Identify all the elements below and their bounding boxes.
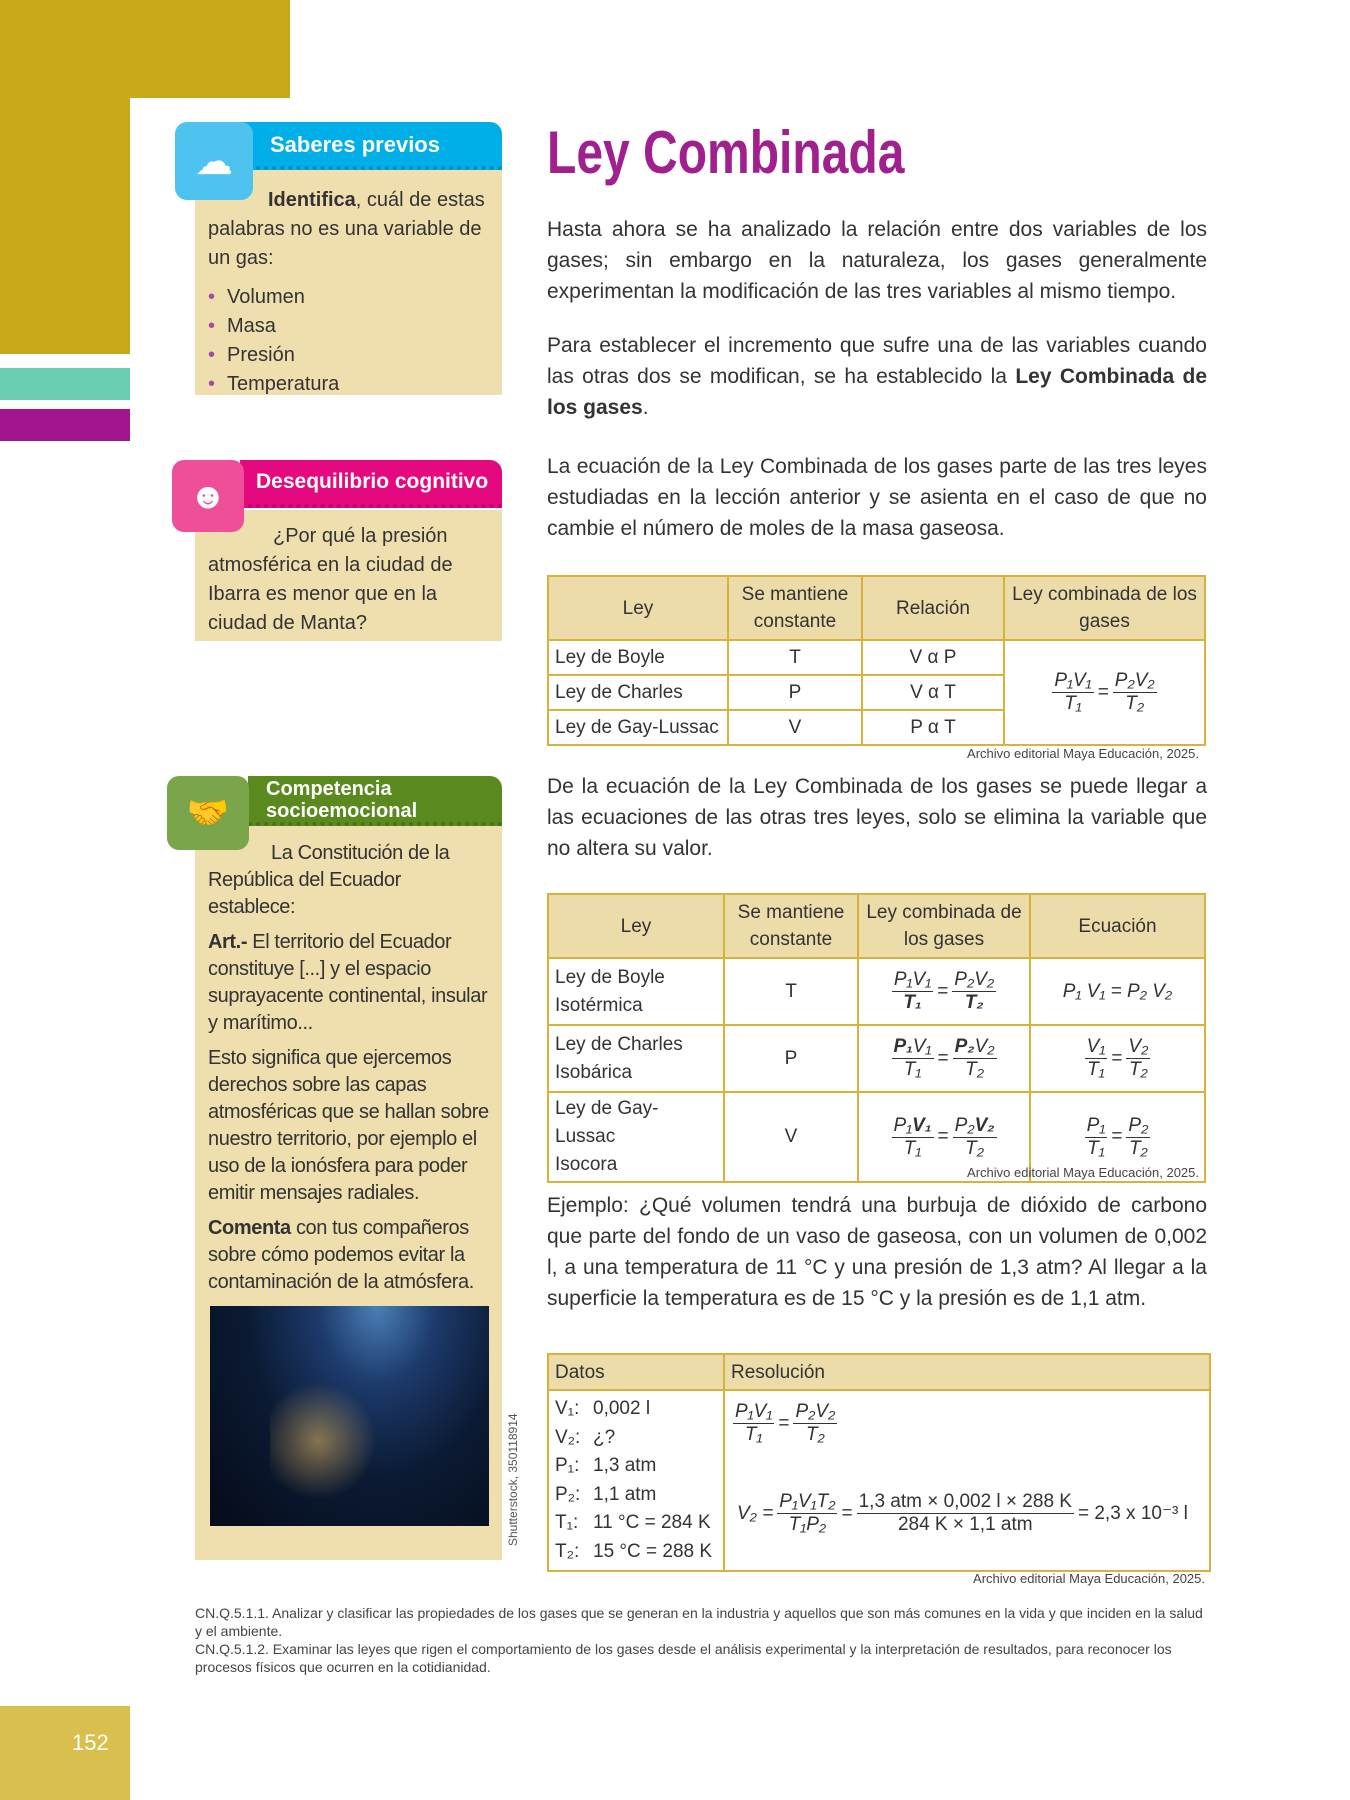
- term: P₂: [954, 1114, 975, 1136]
- combined-formula-cell: [1004, 640, 1205, 745]
- page-title: Ley Combinada: [547, 119, 905, 186]
- laws-table: [547, 575, 1206, 746]
- paragraph: De la ecuación de la Ley Combinada de los gases se puede llegar a las ecuaciones de las otras tres leyes, solo se elimina la variable que no altera su valor.: [547, 775, 1207, 860]
- result: = 2,3 x 10⁻³ l: [1077, 1503, 1188, 1524]
- cell: P: [724, 1025, 858, 1092]
- cell: Ley de Gay-Lussac: [548, 710, 728, 745]
- list-item: • Volumen: [208, 283, 490, 312]
- lead-text: , cuál de estas palabras no es una variable de un gas:: [208, 189, 485, 269]
- equals: =: [937, 1126, 949, 1147]
- header-cell: Ecuación: [1030, 894, 1205, 958]
- cell: Ley de Boyle: [548, 640, 728, 675]
- text: Para establecer el incremento que sufre una de las variables cuando las otras dos se modifican, se ha establecido la: [547, 334, 1207, 388]
- law-type: Isotérmica: [555, 994, 643, 1016]
- competencia-box: [195, 826, 502, 1560]
- cell: P: [728, 675, 862, 710]
- dato-value: 15 °C = 288 K: [593, 1540, 713, 1562]
- table-caption: Archivo editorial Maya Educación, 2025.: [973, 1571, 1205, 1586]
- denominator: T₂: [805, 1424, 825, 1445]
- numerator: P₁V₁T₂: [779, 1491, 836, 1512]
- denominator: T₂: [1125, 693, 1145, 714]
- equation-cell: P₁ V₁ = P₂ V₂: [1030, 958, 1205, 1025]
- paragraph: [547, 330, 1207, 423]
- cell: Ley de Charles: [548, 675, 728, 710]
- cell: T: [724, 958, 858, 1025]
- table-row: [548, 1390, 1210, 1571]
- law-name: Ley de Boyle: [555, 966, 665, 988]
- competencia-title: [248, 776, 502, 826]
- art-text: El territorio del Ecuador constituye [...] y el espacio suprayacente continental, insular y marítimo...: [208, 931, 488, 1034]
- numerator: P₂V₂: [795, 1401, 836, 1422]
- numerator: V₁: [1086, 1036, 1106, 1057]
- text: .: [642, 396, 649, 419]
- denominator: T₁P₂: [788, 1514, 827, 1535]
- denominator: T₂: [1128, 1137, 1148, 1159]
- denominator: T₁: [1064, 693, 1082, 714]
- equals: =: [841, 1502, 853, 1524]
- paragraph: Hasta ahora se ha analizado la relación entre dos variables de los gases; sin embargo en la naturaleza, los gases generalmente experimentan la modificación de las tres variables al mismo tiempo.: [547, 218, 1207, 303]
- term: V₂: [974, 969, 995, 990]
- formula-cell: [858, 958, 1030, 1025]
- header-cell: Se mantiene constante: [724, 894, 858, 958]
- numerator: V₂: [1128, 1036, 1149, 1057]
- desequilibrio-title: Desequilibrio cognitivo: [240, 460, 502, 508]
- term: P₂: [954, 1036, 975, 1057]
- term: V₂: [974, 1036, 995, 1057]
- header-cell: Ley combinada de los gases: [1004, 576, 1205, 640]
- example-paragraph: Ejemplo: ¿Qué volumen tendrá una burbuja de dióxido de carbono que parte del fondo de un vaso de gaseosa, con un volumen de 0,002 l, a una temperatura de 11 °C y una presión de 1,3 atm? Al llegar a la superficie la temperatura es de 15 °C y la presión es de 1,1 atm.: [547, 1194, 1207, 1310]
- table-row: [548, 640, 1205, 675]
- equals: =: [937, 980, 949, 1002]
- art-label: Art.-: [208, 931, 248, 953]
- list-item: • Presión: [208, 341, 490, 370]
- term: V₁: [912, 1036, 932, 1057]
- desequilibrio-box: [195, 510, 502, 641]
- curriculum-standards: [195, 1604, 1205, 1676]
- equals: =: [937, 1047, 949, 1069]
- saberes-previos-title: Saberes previos: [240, 122, 502, 170]
- list-item: • Temperatura: [208, 370, 490, 399]
- term: T₂: [965, 1059, 984, 1080]
- law-type: Isobárica: [555, 1061, 633, 1083]
- list-item: • Masa: [208, 312, 490, 341]
- term: T₂: [965, 1137, 984, 1159]
- cell: P α T: [862, 710, 1004, 745]
- equals: =: [1097, 681, 1109, 703]
- dato-label: V₁:: [555, 1398, 580, 1419]
- numerator: P₁: [1086, 1114, 1106, 1136]
- cell: V α T: [862, 675, 1004, 710]
- term: T₂: [964, 992, 984, 1013]
- handshake-icon: 🤝: [167, 776, 249, 850]
- header-cell: Relación: [862, 576, 1004, 640]
- dato-value: 1,1 atm: [593, 1483, 657, 1505]
- header-cell: Se mantiene constante: [728, 576, 862, 640]
- header-cell: Ley combinada de los gases: [858, 894, 1030, 958]
- cell: [548, 1025, 724, 1092]
- dato-row: [555, 1538, 717, 1567]
- cell: V α P: [862, 640, 1004, 675]
- standard-text: CN.Q.5.1.2. Examinar las leyes que rigen el comportamiento de los gases desde el análisis experimental y la interpretación de resultados, para reconocer los procesos físicos que ocurren en la cotidianidad.: [195, 1641, 1172, 1675]
- page-number: 152: [0, 1706, 130, 1800]
- explanation-text: Esto significa que ejercemos derechos sobre las capas atmosféricas que se hallan sobre nuestro territorio, por ejemplo el uso de la ionósfera para poder emitir mensajes radiales.: [208, 1047, 489, 1204]
- header-cell: Datos: [548, 1354, 724, 1390]
- header-cell: Ley: [548, 576, 728, 640]
- standard-text: CN.Q.5.1.1. Analizar y clasificar las propiedades de los gases que se generan en la industria y aquellos que son más comunes en la vida y que inciden en la salud y el ambiente.: [195, 1605, 1203, 1639]
- term: P₁: [893, 1114, 913, 1136]
- dato-row: [555, 1509, 717, 1538]
- dato-value: ¿?: [593, 1426, 616, 1448]
- earth-night-image: [210, 1306, 489, 1526]
- dato-value: 0,002 l: [593, 1398, 651, 1419]
- title-line: socioemocional: [266, 800, 418, 822]
- numerator: P₂V₂: [1114, 670, 1155, 691]
- paragraph: La ecuación de la Ley Combinada de los gases parte de las tres leyes estudiadas en la lección anterior y se asienta en el caso de que no cambie el número de moles de la masa gaseosa.: [547, 455, 1207, 540]
- base-formula: [733, 1401, 1201, 1491]
- teal-bar: [0, 368, 130, 400]
- equation-cell: [1030, 1025, 1205, 1092]
- denominator: T₁: [744, 1424, 763, 1445]
- comenta-label: Comenta: [208, 1217, 291, 1239]
- title-line: Competencia: [266, 778, 392, 800]
- header-cell: Resolución: [724, 1354, 1210, 1390]
- lead-bold: Identifica: [268, 189, 356, 211]
- numerator: 1,3 atm × 0,002 l × 288 K: [858, 1491, 1072, 1512]
- cell: T: [728, 640, 862, 675]
- solution-formula: [733, 1491, 1201, 1536]
- term: P₁: [893, 1036, 913, 1057]
- law-name: Ley de Charles: [555, 1033, 683, 1055]
- image-credit: Shutterstock, 350118914: [506, 1413, 520, 1546]
- dato-label: P₂:: [555, 1483, 581, 1505]
- term: T₁: [903, 1059, 922, 1080]
- table-row: [548, 1025, 1205, 1092]
- equals: =: [778, 1412, 790, 1434]
- term: V₁: [912, 1114, 932, 1136]
- equals: =: [1111, 1047, 1123, 1069]
- comenta-text: con tus compañeros sobre cómo podemos evitar la contaminación de la atmósfera.: [208, 1217, 474, 1293]
- dato-row: [555, 1452, 717, 1481]
- resolucion-cell: [724, 1390, 1210, 1571]
- term: P₁: [893, 969, 913, 990]
- dato-row: [555, 1424, 717, 1453]
- dato-row: [555, 1481, 717, 1510]
- table-row: [548, 958, 1205, 1025]
- dato-row: [555, 1395, 717, 1424]
- denominator: T₂: [1128, 1059, 1148, 1080]
- term: V₁: [912, 969, 932, 990]
- term: P₂: [954, 969, 975, 990]
- cell: [548, 958, 724, 1025]
- denominator: T₁: [1087, 1137, 1105, 1159]
- dato-label: V₂:: [555, 1426, 581, 1448]
- law-type: Isocora: [555, 1154, 618, 1175]
- resolution-table: [547, 1353, 1211, 1572]
- numerator: P₁V₁: [735, 1401, 773, 1422]
- question-text: ¿Por qué la presión atmosférica en la ciudad de Ibarra es menor que en la ciudad de Manta?: [208, 525, 453, 634]
- term: V₂: [974, 1114, 995, 1136]
- datos-cell: [548, 1390, 724, 1571]
- numerator: P₂: [1128, 1114, 1149, 1136]
- variables-list: [208, 283, 490, 399]
- dato-label: T₂:: [555, 1540, 580, 1562]
- equals: =: [1111, 1126, 1123, 1147]
- term: T₁: [903, 992, 922, 1013]
- header-cell: Ley: [548, 894, 724, 958]
- denominator: T₁: [1087, 1059, 1105, 1080]
- dato-value: 11 °C = 284 K: [593, 1512, 711, 1533]
- dato-label: T₁:: [555, 1512, 579, 1533]
- dato-value: 1,3 atm: [593, 1455, 657, 1476]
- term: T₁: [903, 1137, 922, 1159]
- v2-label: V₂ =: [737, 1502, 774, 1524]
- thought-cloud-icon: ☁: [175, 122, 253, 200]
- cell: V: [724, 1092, 858, 1182]
- dato-label: P₁:: [555, 1455, 580, 1476]
- purple-bar: [0, 409, 130, 441]
- denominator: 284 K × 1,1 atm: [897, 1514, 1033, 1535]
- table-caption: Archivo editorial Maya Educación, 2025.: [967, 1165, 1199, 1180]
- intro-text: La Constitución de la República del Ecuador establece:: [208, 842, 450, 918]
- derived-laws-table: [547, 893, 1206, 1183]
- margin-decoration: [0, 0, 130, 354]
- formula-cell: [858, 1025, 1030, 1092]
- table-caption: Archivo editorial Maya Educación, 2025.: [967, 746, 1199, 761]
- law-name: Ley de Gay-Lussac: [555, 1098, 659, 1147]
- head-icon: ☻: [172, 460, 244, 532]
- text-bold: Ley Combinada de los gases: [547, 365, 1207, 419]
- cell: V: [728, 710, 862, 745]
- numerator: P₁V₁: [1054, 670, 1092, 691]
- city-lights: [270, 1376, 390, 1506]
